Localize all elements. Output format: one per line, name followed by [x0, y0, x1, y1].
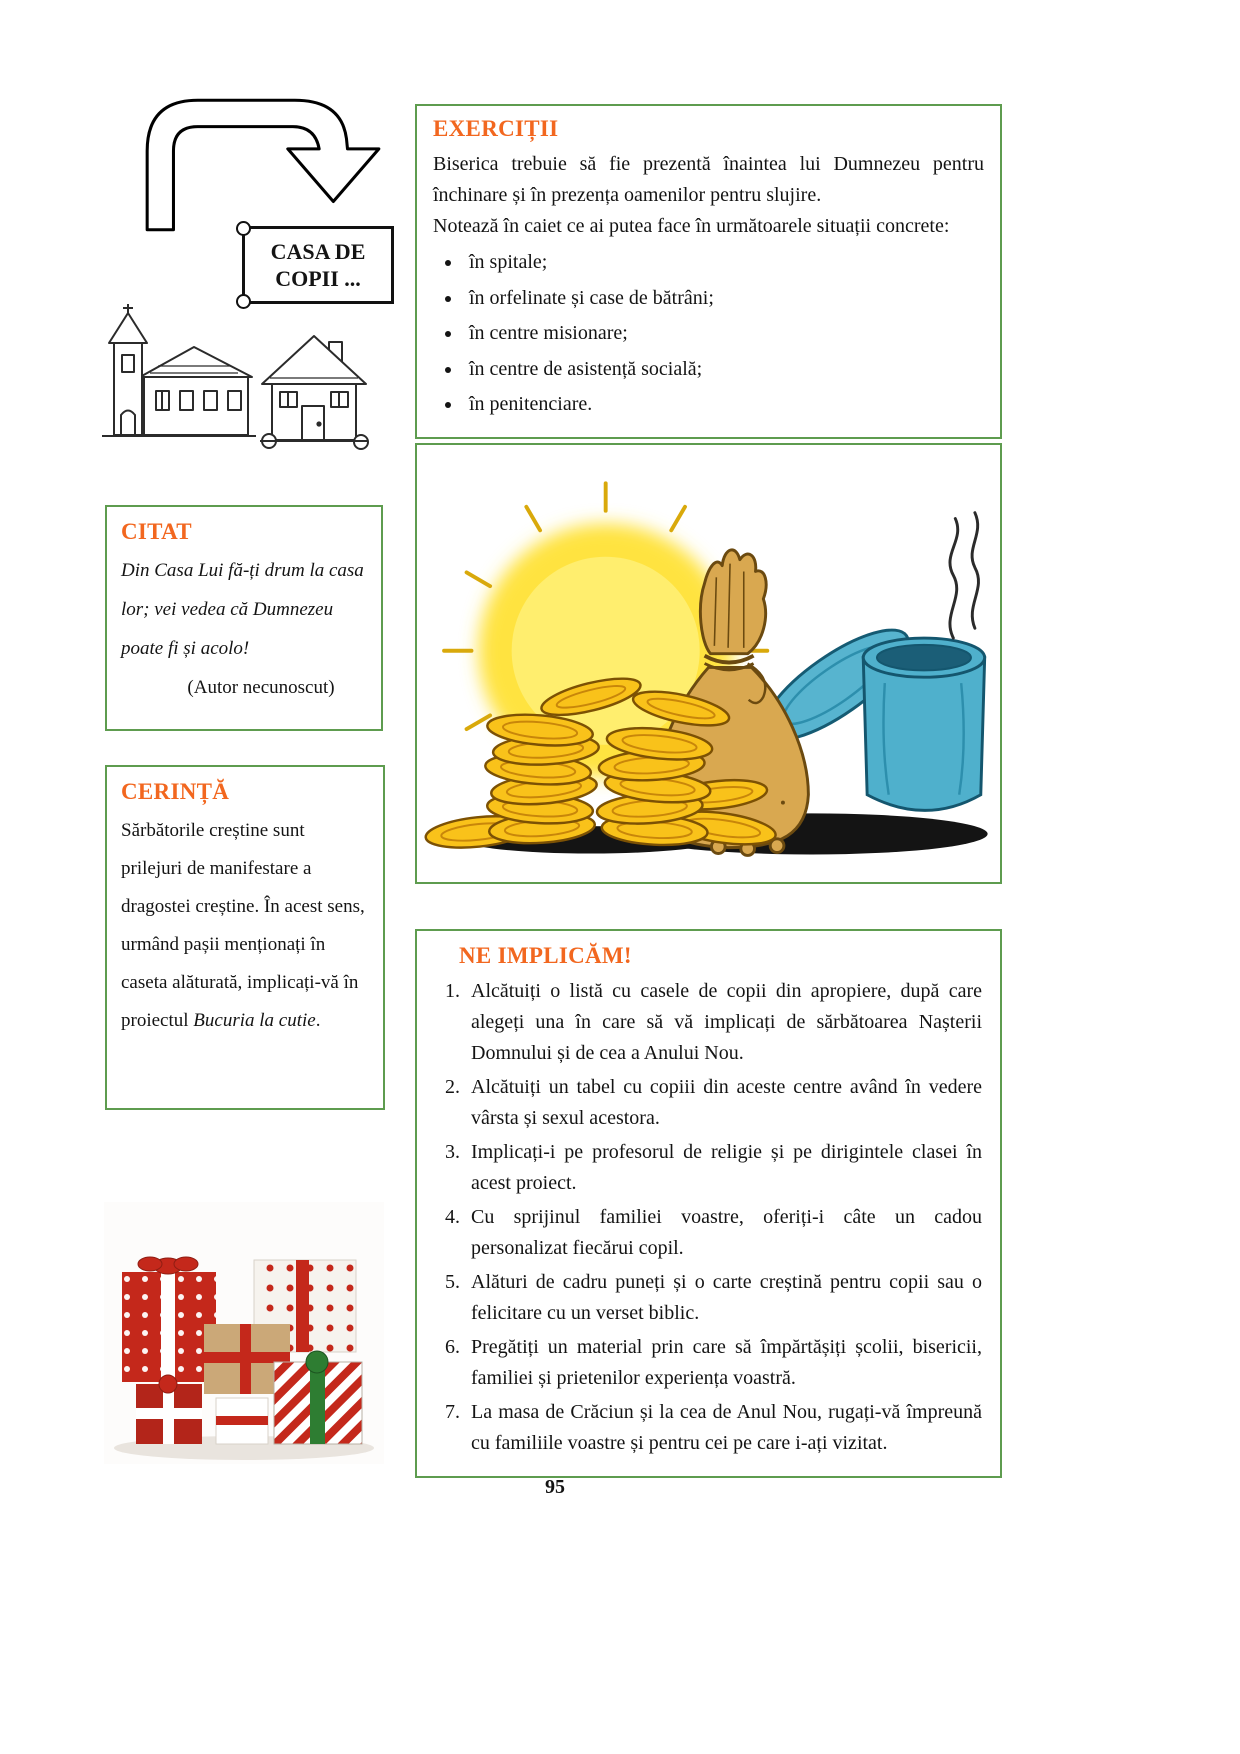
exercises-paragraph-1: Biserica trebuie să fie prezentă înaintea lui Dumnezeu pentru închinare și în prezența oamenilor pentru slujire.	[433, 153, 984, 206]
involvement-item: 4. Cu sprijinul familiei voastre, oferiți-i câte un cadou personalizat fiecărui copil.	[465, 1202, 982, 1264]
scroll-banner	[242, 226, 394, 304]
bullet-item: • în centre misionare;	[463, 316, 984, 352]
quote-box	[105, 505, 383, 731]
involvement-list	[437, 976, 982, 1459]
turn-arrow-illustration	[133, 86, 391, 238]
gifts-photo	[103, 1202, 385, 1464]
involvement-item: 3. Implicați-i pe profesorul de religie și pe dirigintele clasei în acest proiect.	[465, 1137, 982, 1199]
involvement-item: 1. Alcătuiți o listă cu casele de copii din apropiere, după care alegeți una în care să vă implicați de sărbătoarea Nașterii Domnului și de cea a Anului Nou.	[465, 976, 982, 1069]
requirement-project-name: Bucuria la cutie	[193, 1010, 316, 1031]
exercises-box	[415, 104, 1002, 439]
involvement-item: 5. Alături de cadru puneți și o carte creștină pentru copii sau o felicitare cu un verset biblic.	[465, 1267, 982, 1329]
requirement-title: CERINȚĂ	[121, 779, 230, 804]
exercises-paragraph-2: Notează în caiet ce ai putea face în următoarele situații concrete:	[433, 215, 950, 237]
involvement-item: 7. La masa de Crăciun și la cea de Anul Nou, rugați-vă împreună cu familiile voastre și pentru cei pe care i-ați vizitat.	[465, 1397, 982, 1459]
house-illustration	[258, 326, 370, 450]
involvement-item: 6. Pregătiți un material prin care să împărtășiți școlii, bisericii, familiei și prietenilor experiența voastră.	[465, 1332, 982, 1394]
church-icon	[98, 303, 260, 451]
house-icon	[258, 326, 370, 450]
quote-text: Din Casa Lui fă-ți drum la casa lor; vei vedea că Dumnezeu poate fi și acolo!	[121, 560, 364, 659]
requirement-box	[105, 765, 385, 1110]
involvement-item: 2. Alcătuiți un tabel cu copiii din aceste centre având în vedere vârsta și sexul acestora.	[465, 1072, 982, 1134]
coins-bag-pot-icon	[422, 450, 995, 877]
quote-attribution: (Autor necunoscut)	[187, 676, 335, 698]
bullet-item: • în spitale;	[463, 245, 984, 281]
bullet-item: • în penitenciare.	[463, 387, 984, 423]
exercises-title: EXERCIȚII	[433, 116, 559, 141]
requirement-text	[121, 812, 369, 1040]
scroll-curl-icon	[236, 221, 251, 236]
church-illustration	[98, 303, 260, 451]
requirement-text-after: .	[315, 1010, 321, 1031]
involvement-box	[415, 929, 1002, 1478]
page-number: 95	[545, 1476, 565, 1498]
gifts-icon	[103, 1202, 385, 1464]
coins-bag-pot-illustration	[415, 443, 1002, 884]
scroll-banner-label: CASA DE COPII ...	[270, 238, 366, 291]
exercises-bullet-list	[463, 245, 984, 423]
quote-title: CITAT	[121, 519, 192, 544]
turn-arrow-icon	[133, 86, 391, 238]
bullet-item: • în centre de asistență socială;	[463, 352, 984, 388]
bullet-item: • în orfelinate și case de bătrâni;	[463, 281, 984, 317]
involvement-title: NE IMPLICĂM!	[459, 943, 632, 968]
requirement-text-before: Sărbătorile creștine sunt prilejuri de manifestare a dragostei creștine. În acest sens, urmând pașii menționați în caseta alăturată, implicați-vă în proiectul	[121, 820, 365, 1031]
